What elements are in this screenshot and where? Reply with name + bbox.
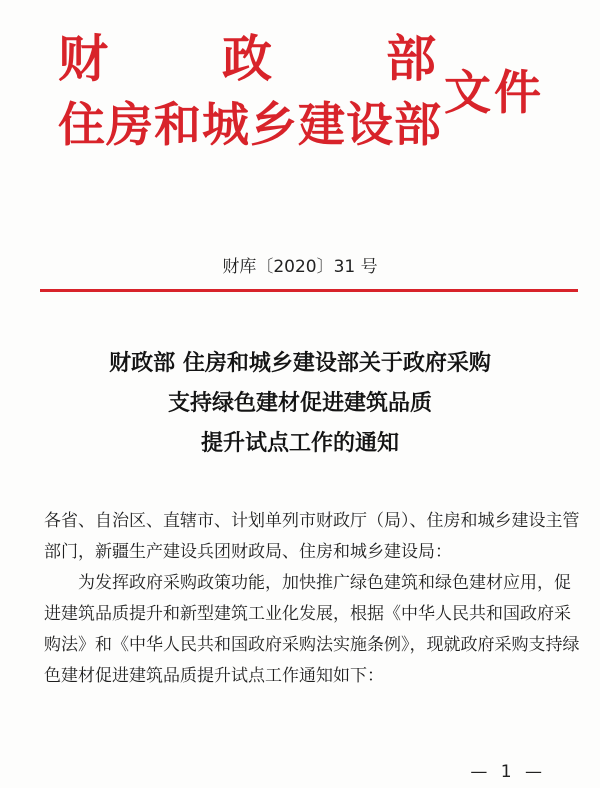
addressee-paragraph: 各省、自治区、直辖市、计划单列市财政厅（局）、住房和城乡建设主管部门，新疆生产建设兵团财政局、住房和城乡建设局： <box>44 511 580 562</box>
title-line: 提升试点工作的通知 <box>200 431 399 456</box>
document-type-label: 文件 <box>444 66 544 121</box>
issuer-ministry-of-housing: 住房和城乡建设部 <box>58 98 442 153</box>
issuer-ministry-of-finance <box>58 30 436 88</box>
document-number: 财库〔2020〕31 号 <box>222 257 378 277</box>
notice-body <box>44 506 584 692</box>
notice-title <box>0 344 600 464</box>
issuer-char: 部 <box>386 30 436 88</box>
issuer-char: 财 <box>58 30 108 88</box>
page-number: — 1 — <box>470 762 546 782</box>
body-paragraph: 为发挥政府采购政策功能，加快推广绿色建筑和绿色建材应用，促进建筑品质提升和新型建筑工业化发展，根据《中华人民共和国政府采购法》和《中华人民共和国政府采购法实施条例》，现就政府采购支持绿色建材促进建筑品质提升试点工作通知如下： <box>44 573 580 686</box>
title-line: 支持绿色建材促进建筑品质 <box>167 391 432 416</box>
title-line: 财政部 住房和城乡建设部关于政府采购 <box>109 351 491 376</box>
issuer-char: 政 <box>222 30 272 88</box>
red-divider-line <box>40 289 578 292</box>
